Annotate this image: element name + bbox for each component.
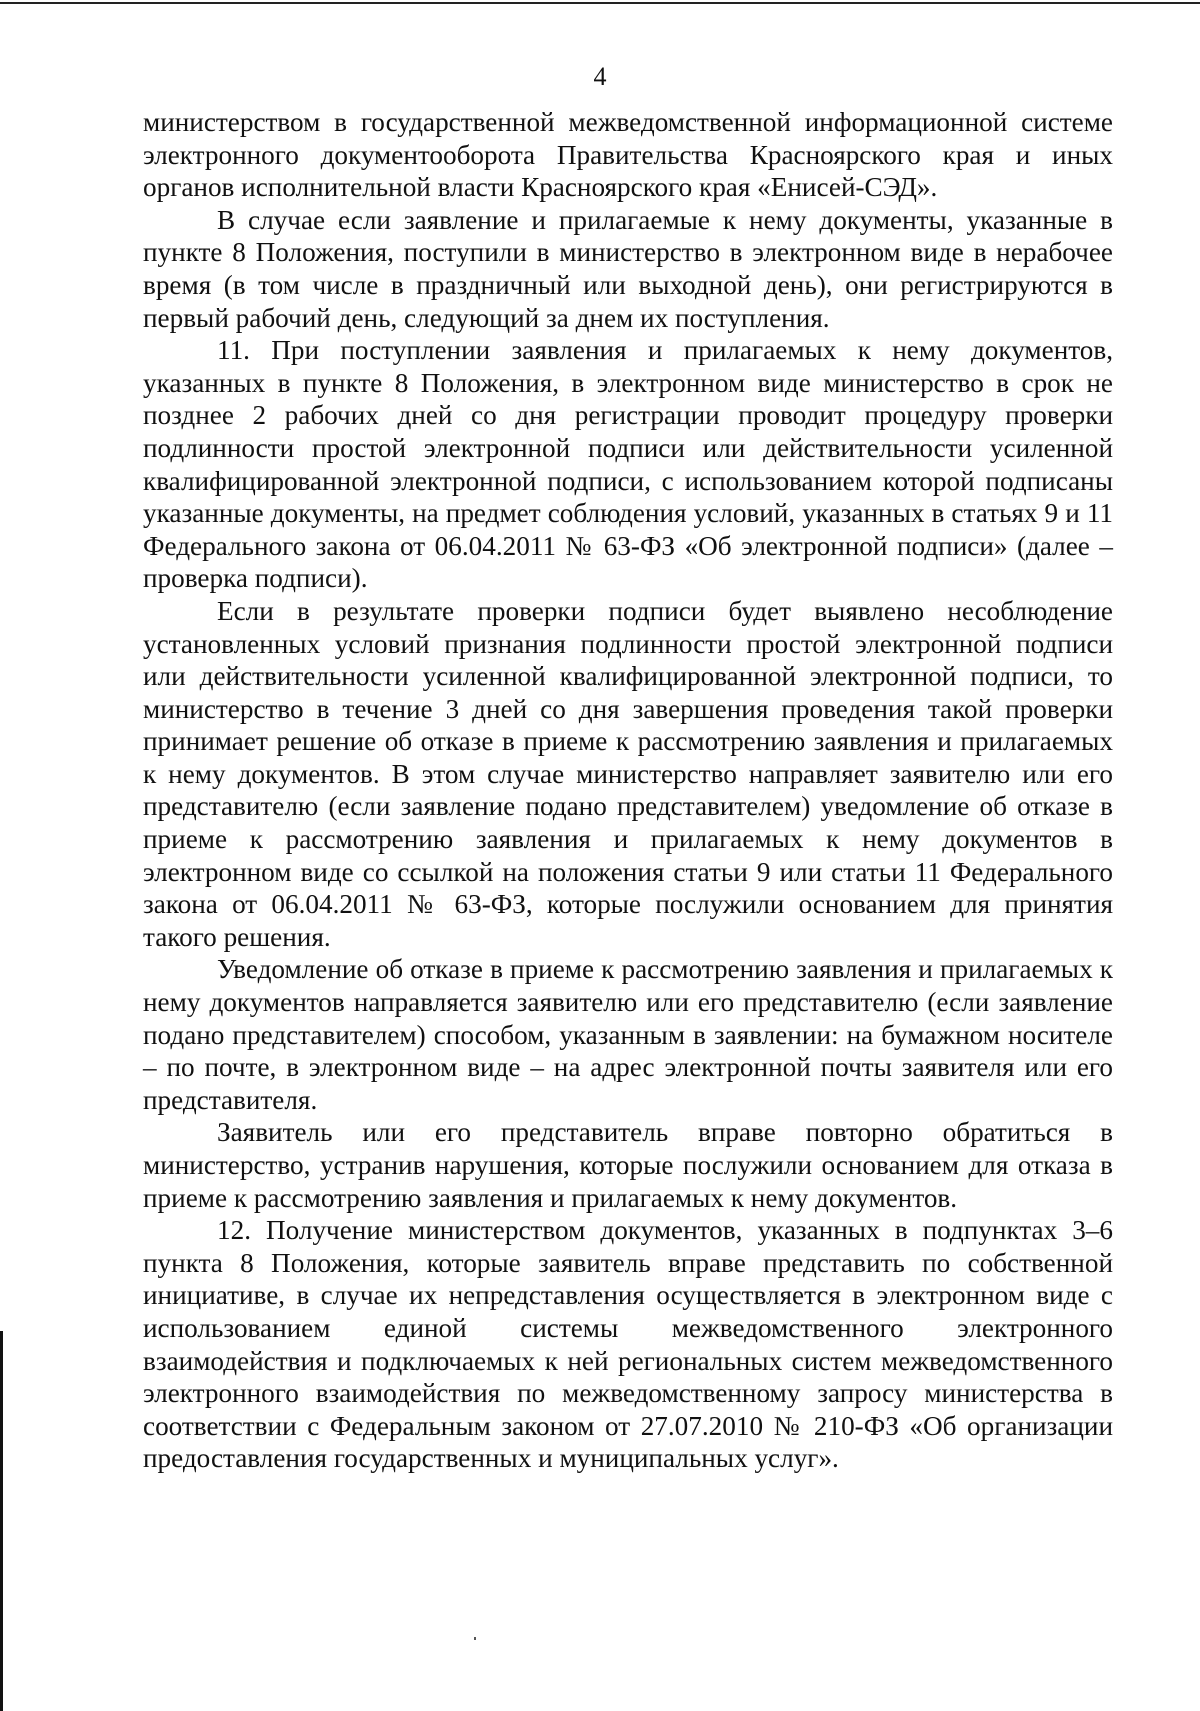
paragraph-signature-check-result: Если в результате проверки подписи будет выявлено несоблюдение установленных условий признания подлинности простой электронной подписи или действительности усиленной квалифицированной электронной подписи, то министерство в течение 3 дней со дня завершения проведения такой проверки принимает решение об отказе в приеме к рассмотрению заявления и прилагаемых к нему документов. В этом случае министерство направляет заявителю или его представителю (если заявление подано представителем) уведомление об отказе в приеме к рассмотрению заявления и прилагаемых к нему документов в электронном виде со ссылкой на положения статьи 9 или статьи 11 Федерального закона от 06.04.2011 № 63-ФЗ, которые послужили основанием для принятия такого решения.	[143, 595, 1113, 952]
paragraph-nonworking-time: В случае если заявление и прилагаемые к нему документы, указанные в пункте 8 Положения, поступили в министерство в электронном виде в нерабочее время (в том числе в праздничный или выходной день), они регистрируются в первый рабочий день, следующий за днем их поступления.	[143, 204, 1113, 333]
page-number: 4	[593, 62, 607, 91]
paragraph-refusal-notice: Уведомление об отказе в приеме к рассмотрению заявления и прилагаемых к нему документов направляется заявителю или его представителю (если заявление подано представителем) способом, указанным в заявлении: на бумажном носителе – по почте, в электронном виде – на адрес электронной почты заявителя или его представителя.	[143, 954, 1113, 1115]
document-body	[143, 106, 1113, 1475]
paragraph-continuation: министерством в государственной межведомственной информационной системе электронного документооборота Правительства Красноярского края и иных органов исполнительной власти Красноярского края «Енисей-СЭД».	[143, 107, 1113, 203]
scan-speck	[474, 1637, 476, 1640]
paragraph-reapplication: Заявитель или его представитель вправе повторно обратиться в министерство, устранив нарушения, которые послужили основанием для отказа в приеме к рассмотрению заявления и прилагаемых к нему документов.	[143, 1117, 1113, 1213]
paragraph-clause-11: 11. При поступлении заявления и прилагаемых к нему документов, указанных в пункте 8 Положения, в электронном виде министерство в срок не позднее 2 рабочих дней со дня регистрации проводит процедуру проверки подлинности простой электронной подписи или действительности усиленной квалифицированной электронной подписи, с использованием которой подписаны указанные документы, на предмет соблюдения условий, указанных в статьях 9 и 11 Федерального закона от 06.04.2011 № 63-ФЗ «Об электронной подписи» (далее – проверка подписи).	[143, 335, 1113, 594]
paragraph-clause-12: 12. Получение министерством документов, указанных в подпунктах 3–6 пункта 8 Положения, которые заявитель вправе представить по собственной инициативе, в случае их непредставления осуществляется в электронном виде с использованием единой системы межведомственного электронного взаимодействия и подключаемых к ней региональных систем межведомственного электронного взаимодействия по межведомственному запросу министерства в соответствии с Федеральным законом от 27.07.2010 № 210-ФЗ «Об организации предоставления государственных и муниципальных услуг».	[143, 1215, 1113, 1474]
scan-top-edge	[0, 2, 1200, 4]
scan-left-edge	[0, 1331, 3, 1711]
